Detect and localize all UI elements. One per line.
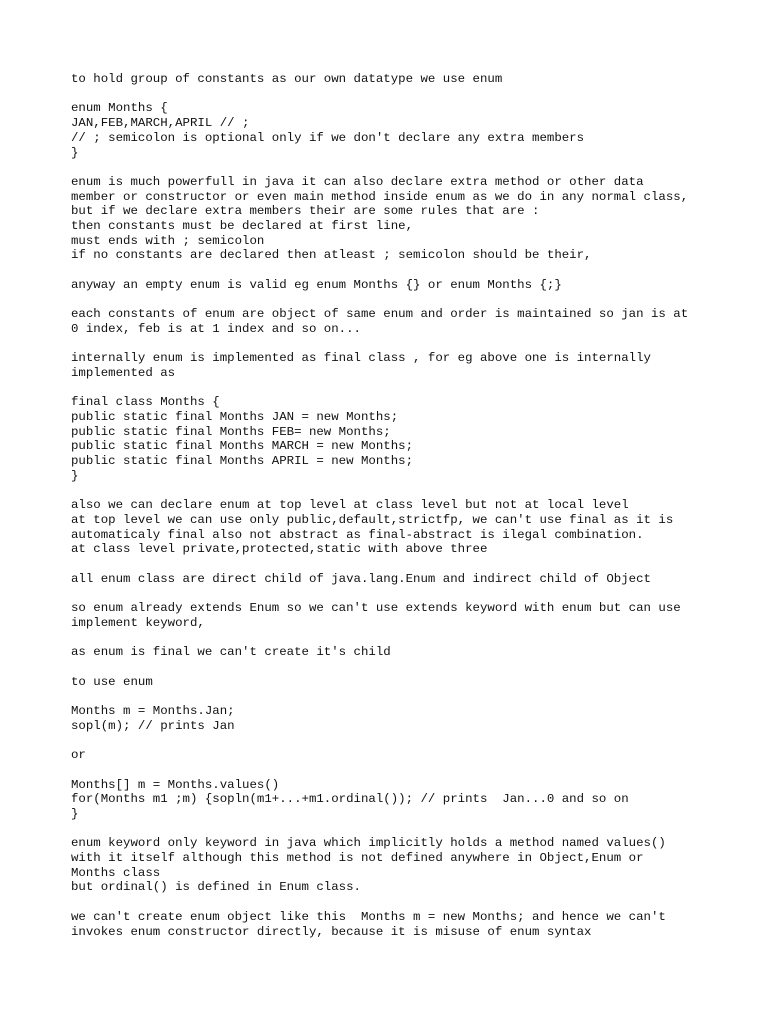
paragraph [71, 675, 711, 690]
paragraph [71, 836, 711, 895]
text-line: Months class [71, 865, 161, 880]
paragraph [71, 704, 711, 733]
text-line: internally enum is implemented as final class , for eg above one is internally [71, 351, 651, 366]
text-line: Months m = Months.Jan; [71, 704, 235, 719]
text-line: then constants must be declared at first line, [71, 219, 414, 233]
paragraph [71, 72, 711, 87]
text-line: implemented as [71, 365, 176, 380]
text-line: must ends with ; semicolon [71, 233, 265, 248]
text-line: enum Months { [71, 101, 168, 116]
text-line: to use enum [71, 674, 153, 689]
text-line: JAN,FEB,MARCH,APRIL // ; [71, 116, 250, 131]
text-line: also we can declare enum at top level at class level but not at local level [71, 498, 629, 513]
paragraph [71, 910, 711, 939]
text-line: to hold group of constants as our own datatype we use enum [71, 72, 503, 86]
text-line: with it itself although this method is not defined anywhere in Object,Enum or [71, 851, 644, 866]
text-line: implement keyword, [71, 615, 205, 630]
text-line: at top level we can use only public,default,strictfp, we can't use final as it is [71, 512, 674, 527]
text-line: or [71, 748, 86, 763]
text-line: invokes enum constructor directly, because it is misuse of enum syntax [71, 924, 592, 939]
paragraph [71, 351, 711, 380]
text-line: final class Months { [71, 395, 220, 410]
text-line: but if we declare extra members their are some rules that are : [71, 204, 540, 219]
paragraph [71, 395, 711, 483]
text-line: all enum class are direct child of java.lang.Enum and indirect child of Object [71, 571, 651, 586]
text-line: each constants of enum are object of same enum and order is maintained so jan is at [71, 307, 689, 322]
text-line: } [71, 806, 79, 821]
paragraph [71, 645, 711, 660]
text-line: sopl(m); // prints Jan [71, 718, 235, 733]
text-line: public static final Months MARCH = new Months; [71, 439, 414, 454]
text-line: anyway an empty enum is valid eg enum Months {} or enum Months {;} [71, 277, 562, 292]
paragraph [71, 278, 711, 293]
text-line: enum is much powerfull in java it can also declare extra method or other data [71, 174, 644, 189]
text-line: as enum is final we can't create it's child [71, 645, 391, 660]
text-line: // ; semicolon is optional only if we don't declare any extra members [71, 130, 585, 145]
text-line: if no constants are declared then atleast ; semicolon should be their, [71, 248, 592, 263]
paragraph [71, 307, 711, 336]
text-line: for(Months m1 ;m) {sopln(m1+...+m1.ordinal()); // prints Jan...0 and so on [71, 792, 629, 807]
text-line: } [71, 468, 79, 483]
paragraph [71, 778, 711, 822]
text-line: enum keyword only keyword in java which implicitly holds a method named values() [71, 836, 666, 851]
text-line: but ordinal() is defined in Enum class. [71, 880, 361, 895]
text-line: so enum already extends Enum so we can't use extends keyword with enum but can use [71, 601, 681, 616]
paragraph [71, 572, 711, 587]
text-line: we can't create enum object like this Months m = new Months; and hence we can't [71, 909, 666, 924]
text-line: automaticaly final also not abstract as final-abstract is ilegal combination. [71, 527, 644, 542]
paragraph [71, 101, 711, 160]
text-line: Months[] m = Months.values() [71, 777, 280, 792]
paragraph [71, 498, 711, 557]
paragraph [71, 175, 711, 263]
paragraph [71, 601, 711, 630]
text-line: member or constructor or even main method inside enum as we do in any normal class, [71, 189, 689, 204]
text-line: public static final Months JAN = new Months; [71, 410, 399, 425]
text-line: at class level private,protected,static with above three [71, 542, 488, 557]
text-line: public static final Months APRIL = new Months; [71, 454, 414, 469]
text-line: public static final Months FEB= new Months; [71, 424, 391, 439]
paragraph [71, 748, 711, 763]
text-line: } [71, 145, 79, 160]
document-body [71, 72, 711, 954]
text-line: 0 index, feb is at 1 index and so on... [71, 321, 361, 336]
